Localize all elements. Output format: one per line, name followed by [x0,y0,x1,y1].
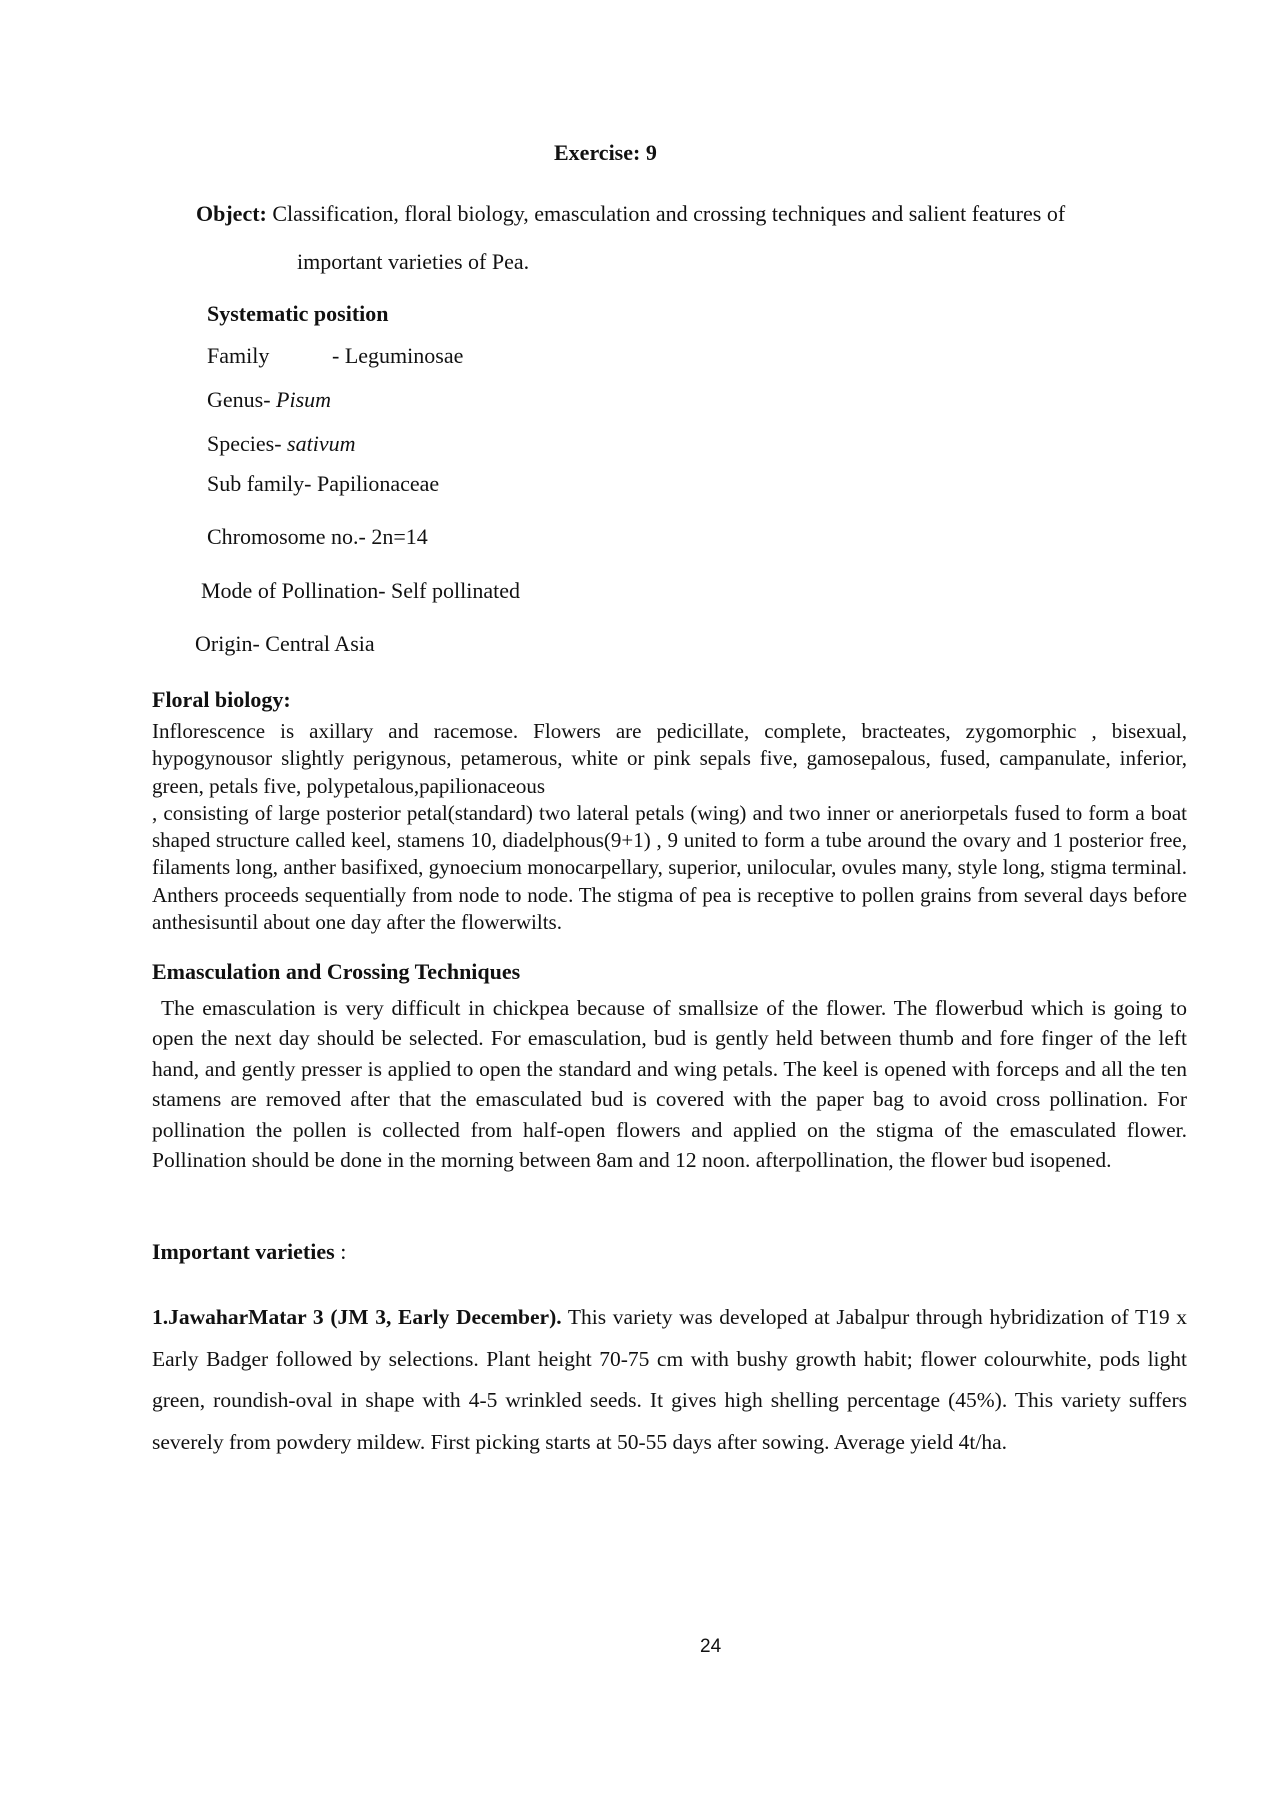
chromosome-line: Chromosome no.- 2n=14 [207,524,428,549]
floral-text-part1: Inflorescence is axillary and racemose. Flowers are pedicillate, complete, bracteates, zygomorphic , bisexual, hypogynousor slightly perigynous, petamerous, white or pink sepals five, gamosepalous, fused, campanulate, inferior, green, petals five, polypetalous,papilionaceous [152,719,1187,798]
variety-1-title: 1.JawaharMatar 3 (JM 3, Early December). [152,1305,562,1329]
exercise-title: Exercise: 9 [554,140,657,165]
varieties-heading-line [152,1239,346,1265]
genus-line [207,387,331,413]
floral-paragraph [152,718,1187,936]
pollination-line: Mode of Pollination- Self pollinated [201,578,520,603]
object-text-continued: important varieties of Pea. [297,249,530,274]
species-value: sativum [287,431,356,456]
object-line [196,201,1065,227]
subfamily-line: Sub family- Papilionaceae [207,471,440,496]
emasculation-paragraph: The emasculation is very difficult in chickpea because of smallsize of the flower. The flowerbud which is going to open the next day should be selected. For emasculation, bud is gently held between thumb and fore finger of the left hand, and gently presser is applied to open the standard and wing petals. The keel is opened with forceps and all the ten stamens are removed after that the emasculated bud is covered with the paper bag to avoid cross pollination. For pollination the pollen is collected from half-open flowers and applied on the stigma of the emasculated flower. Pollination should be done in the morning between 8am and 12 noon. afterpollination, the flower bud isopened. [152,996,1187,1173]
family-value: - Leguminosae [332,343,464,368]
floral-heading: Floral biology: [152,687,291,712]
genus-label: Genus- [207,387,271,412]
object-text: Classification, floral biology, emasculation and crossing techniques and salient features of [272,201,1066,226]
variety-1-paragraph [152,1297,1187,1463]
varieties-heading-suffix: : [334,1239,347,1264]
species-label: Species- [207,431,282,456]
origin-line: Origin- Central Asia [195,631,375,656]
varieties-heading: Important varieties [152,1239,335,1264]
object-label: Object: [196,201,267,226]
species-line [207,431,355,457]
page-number: 24 [700,1636,722,1657]
emasculation-heading: Emasculation and Crossing Techniques [152,959,521,984]
genus-value: Pisum [276,387,332,412]
variety-1-text: This variety was developed at Jabalpur through hybridization of T19 x Early Badger followed by selections. Plant height 70-75 cm with bushy growth habit; flower colourwhite, pods light green, roundish-oval in shape with 4-5 wrinkled seeds. It gives high shelling percentage (45%). This variety suffers severely from powdery mildew. First picking starts at 50-55 days after sowing. Average yield 4t/ha. [152,1305,1187,1454]
floral-text-part2: , consisting of large posterior petal(standard) two lateral petals (wing) and two inner or aneriorpetals fused to form a boat shaped structure called keel, stamens 10, diadelphous(9+1) , 9 united to form a tube around the ovary and 1 posterior free, filaments long, anther basifixed, gynoecium monocarpellary, superior, unilocular, ovules many, style long, stigma terminal. Anthers proceeds sequentially from node to node. The stigma of pea is receptive to pollen grains from several days before anthesisuntil about one day after the flowerwilts. [152,800,1187,935]
systematic-heading: Systematic position [207,301,389,326]
family-label: Family [207,343,270,368]
